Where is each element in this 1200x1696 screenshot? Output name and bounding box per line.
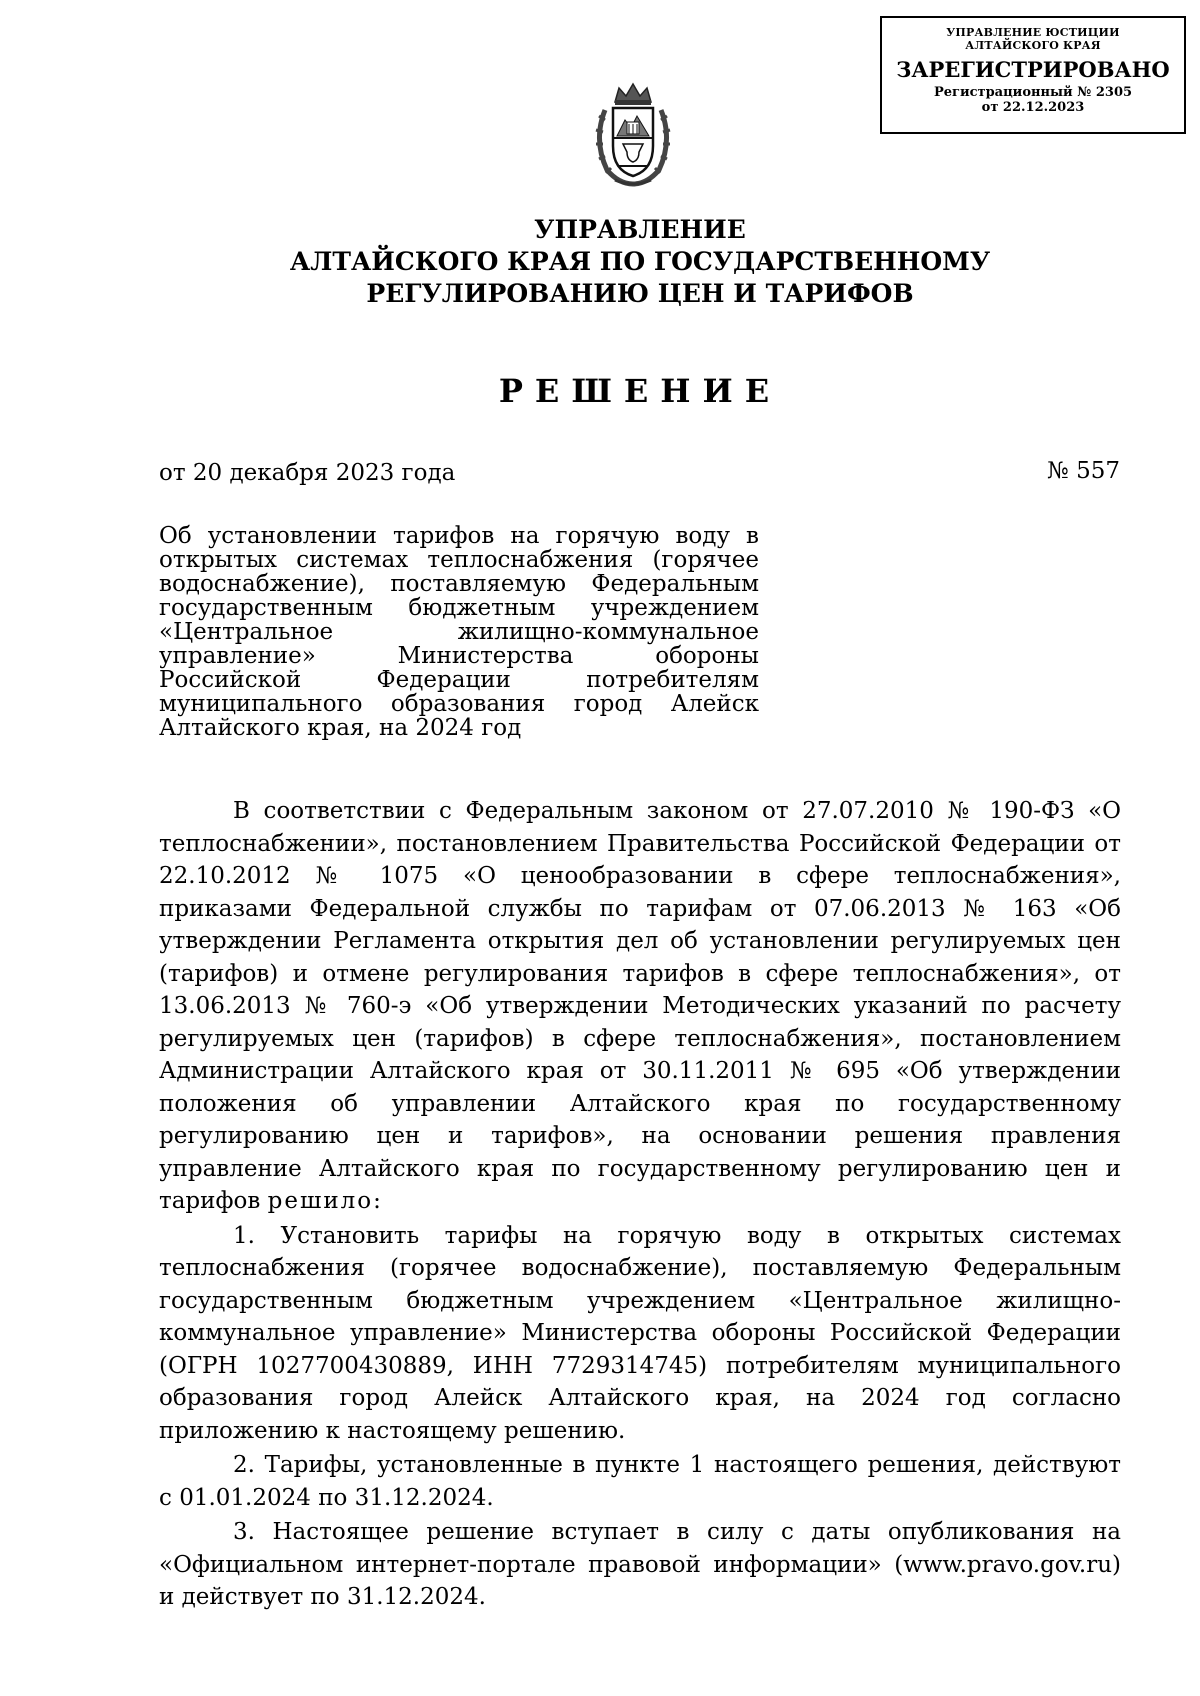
registration-stamp [880,16,1186,134]
stamp-org-line-2: АЛТАЙСКОГО КРАЯ [965,39,1101,52]
stamp-registration-number: Регистрационный № 2305 [933,85,1133,100]
stamp-status: ЗАРЕГИСТРИРОВАНО [896,57,1170,82]
decision-item-3: 3. Настоящее решение вступает в силу с даты опубликования на «Официальном интернет-портале правовой информации» (www.pravo.gov.ru) и действует по 31.12.2024. [159,1519,1121,1610]
authority-line-1: УПРАВЛЕНИЕ [534,215,746,244]
preamble-text: В соответствии с Федеральным законом от 27.07.2010 № 190-ФЗ «О теплоснабжении», постановлением Правительства Российской Федерации от 22.10.2012 № 1075 «О ценообразовании в сфере теплоснабжения», приказами Федеральной службы по тарифам от 07.06.2013 № 163 «Об утверждении Регламента открытия дел об установлении регулируемых цен (тарифов) и отмене регулирования тарифов в сфере теплоснабжения», от 13.06.2013 № 760-э «Об утверждении Методических указаний по расчету регулируемых цен (тарифов) в сфере теплоснабжения», постановлением Администрации Алтайского края от 30.11.2011 № 695 «Об утверждении положения об управлении Алтайского края по государственному регулированию цен и тарифов», на основании решения правления управление Алтайского края по государственному регулированию цен и тарифов [159,798,1121,1214]
stamp-organization [882,26,1184,52]
decision-subject: Об установлении тарифов на горячую воду в открытых системах теплоснабжения (горячее водоснабжение), поставляемую Федеральным государственным бюджетным учреждением «Центральное жилищно-коммунальное управление» Министерства обороны Российской Федерации потребителям муниципального образования город Алейск Алтайского края, на 2024 год [159,523,759,741]
document-type-title: РЕШЕНИЕ [498,372,782,410]
coat-of-arms-icon [585,80,681,188]
decision-number: № 557 [1047,458,1120,484]
decided-word: решило: [267,1188,383,1214]
decision-item-2: 2. Тарифы, установленные в пункте 1 настоящего решения, действуют с 01.01.2024 по 31.12.2024. [159,1452,1121,1511]
preamble-paragraph [159,795,1121,1218]
decision-date: от 20 декабря 2023 года [159,460,456,486]
stamp-org-line-1: УПРАВЛЕНИЕ ЮСТИЦИИ [946,26,1120,39]
decision-body [159,795,1121,1614]
authority-line-2: АЛТАЙСКОГО КРАЯ ПО ГОСУДАРСТВЕННОМУ [289,247,991,276]
authority-line-3: РЕГУЛИРОВАНИЮ ЦЕН И ТАРИФОВ [366,279,914,308]
authority-name [200,214,1080,310]
decision-item-1: 1. Установить тарифы на горячую воду в открытых системах теплоснабжения (горячее водоснабжение), поставляемую Федеральным государственным бюджетным учреждением «Центральное жилищно-коммунальное управление» Министерства обороны Российской Федерации (ОГРН 1027700430889, ИНН 7729314745) потребителям муниципального образования город Алейск Алтайского края, на 2024 год согласно приложению к настоящему решению. [159,1222,1121,1444]
stamp-registration-date: от 22.12.2023 [981,100,1085,115]
